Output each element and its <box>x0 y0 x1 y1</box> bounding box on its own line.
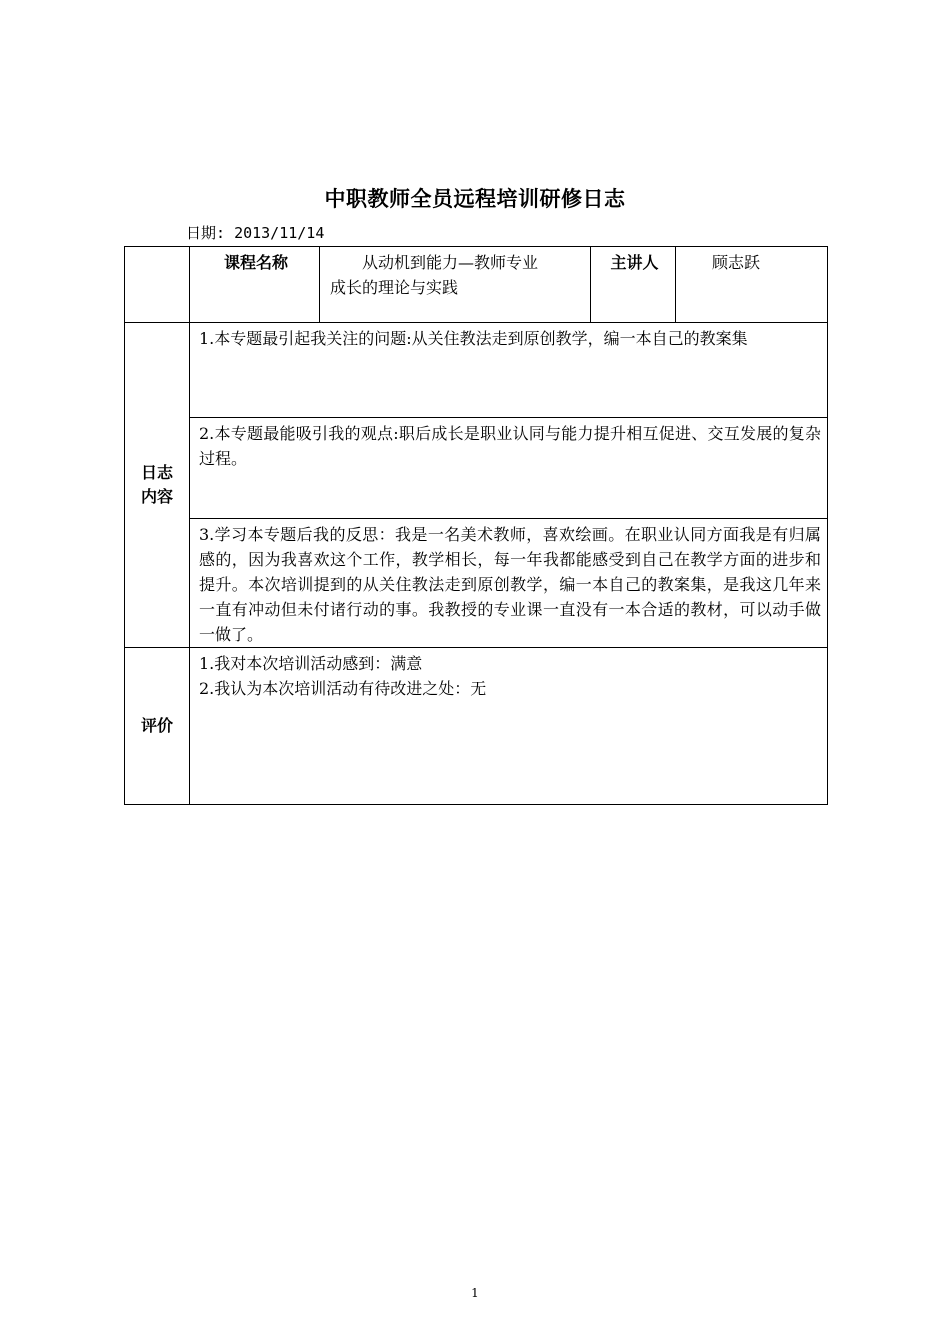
date-line <box>186 222 324 243</box>
log-label-line1: 日志 <box>140 463 173 482</box>
lecturer-label: 主讲人 <box>591 247 676 323</box>
log-entry-1: 1.本专题最引起我关注的问题:从关住教法走到原创教学，编一本自己的教案集 <box>190 323 828 418</box>
course-name-value <box>320 247 591 323</box>
evaluation-row <box>125 648 828 805</box>
page-title: 中职教师全员远程培训研修日志 <box>324 187 626 211</box>
header-row <box>125 247 828 323</box>
date-value: 2013/11/14 <box>234 224 325 242</box>
log-entry-row <box>125 418 828 519</box>
course-name-line1: 从动机到能力—教师专业 <box>362 253 539 272</box>
lecturer-name: 顾志跃 <box>676 247 828 323</box>
evaluation-line-1: 1.我对本次培训活动感到：满意 <box>199 654 423 673</box>
evaluation-line-2: 2.我认为本次培训活动有待改进之处：无 <box>199 679 487 698</box>
training-log-table <box>124 246 828 805</box>
evaluation-content <box>190 648 828 805</box>
evaluation-label: 评价 <box>125 648 190 805</box>
date-label: 日期: <box>186 224 226 242</box>
log-entry-2: 2.本专题最能吸引我的观点:职后成长是职业认同与能力提升相互促进、交互发展的复杂过程。 <box>190 418 828 519</box>
log-content-label <box>125 323 190 648</box>
log-entry-row <box>125 323 828 418</box>
log-entry-row <box>125 519 828 648</box>
course-name-label: 课程名称 <box>190 247 320 323</box>
course-name-line2: 成长的理论与实践 <box>330 278 459 297</box>
log-entry-3: 3.学习本专题后我的反思：我是一名美术教师，喜欢绘画。在职业认同方面我是有归属感的，因为我喜欢这个工作，教学相长，每一年我都能感受到自己在教学方面的进步和提升。本次培训提到的从关住教法走到原创教学，编一本自己的教案集，是我这几年来一直有冲动但未付诸行动的事。我教授的专业课一直没有一本合适的教材，可以动手做一做了。 <box>190 519 828 648</box>
header-corner-cell <box>125 247 190 323</box>
log-label-line2: 内容 <box>140 487 173 506</box>
page-number: 1 <box>471 1286 479 1300</box>
